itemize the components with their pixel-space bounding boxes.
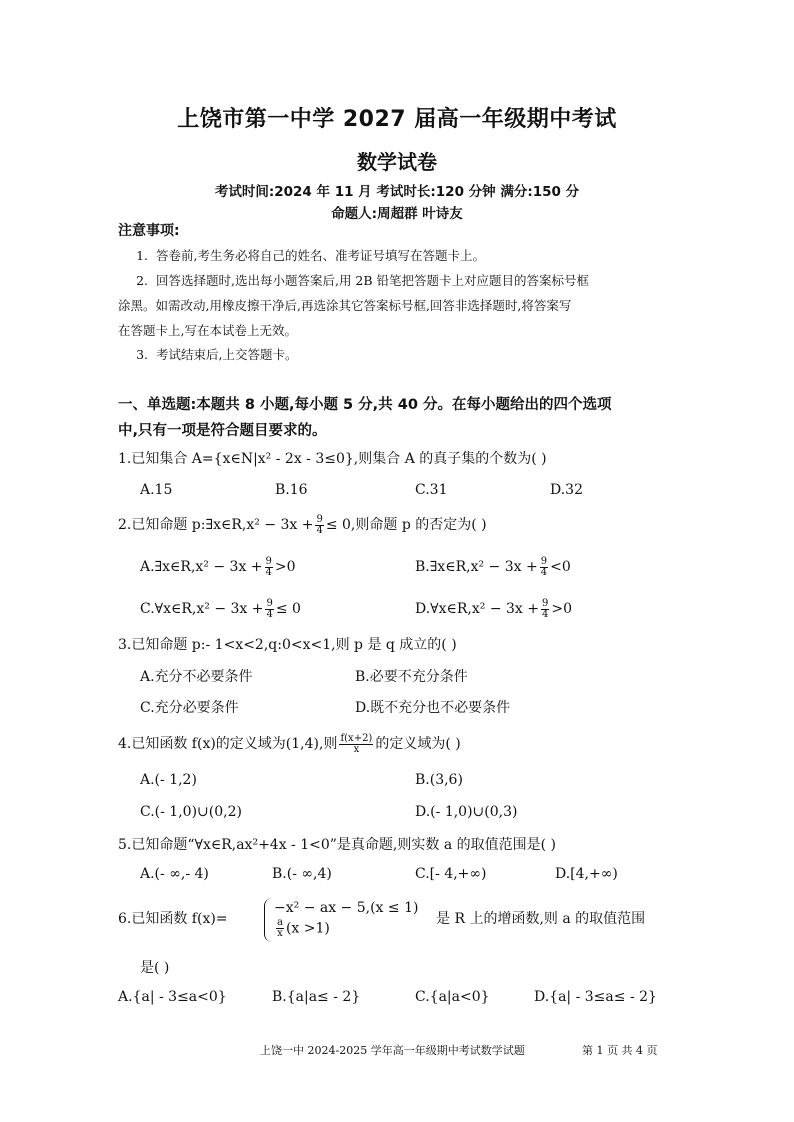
fraction [339, 734, 373, 755]
piecewise-case-1: −x² − ax − 5,(x ≤ 1) [274, 900, 419, 916]
option-text: >0 [551, 601, 573, 617]
question-1-stem: 1.已知集合 A={x∈N|x² - 2x - 3≤0},则集合 A 的真子集的个数为( ) [118, 451, 547, 467]
fraction [265, 599, 273, 620]
option-text: ≤ 0 [275, 601, 301, 617]
fraction-numerator: 9 [266, 597, 273, 609]
q6-option-a: A.{a| - 3≤a<0} [118, 989, 227, 1005]
notice-text: 在答题卡上,写在本试卷上无效。 [118, 323, 297, 338]
q6-option-d: D.{a| - 3≤a≤ - 2} [534, 989, 657, 1005]
section-heading-line: 一、单选题:本题共 8 小题,每小题 5 分,共 40 分。在每小题给出的四个选项 [118, 397, 612, 413]
question-6-stem-tail: 是 R 上的增函数,则 a 的取值范围 [436, 911, 646, 927]
exam-subtitle: 数学试卷 [357, 150, 437, 174]
option-text: A.∃x∈R,x² − 3x + [140, 559, 263, 575]
fraction-denominator: x [353, 743, 360, 755]
fraction-numerator: a [277, 917, 283, 928]
fraction [276, 918, 284, 939]
brace-symbol [264, 898, 273, 942]
notice-number: 1. [136, 248, 148, 263]
notice-text: 回答选择题时,选出每小题答案后,用 2B 铅笔把答题卡上对应题目的答案标号框 [156, 273, 590, 288]
question-3-stem: 3.已知命题 p:- 1<x<2,q:0<x<1,则 p 是 q 成立的( ) [118, 637, 457, 653]
fraction [540, 557, 548, 578]
page-number: 第 1 页 共 4 页 [582, 1044, 658, 1057]
q3-option-b: B.必要不充分条件 [355, 669, 468, 685]
q6-option-b: B.{a|a≤ - 2} [272, 989, 361, 1005]
fraction-numerator: f(x+2) [340, 732, 373, 744]
q2-option-c [140, 597, 301, 621]
notice-item-1 [118, 243, 678, 268]
section-heading [118, 392, 678, 444]
exam-info-authors: 命题人:周超群 叶诗友 [331, 206, 463, 222]
fraction [265, 557, 273, 578]
q1-option-c: C.31 [415, 482, 448, 498]
question-5-stem: 5.已知命题“∀x∈R,ax²+4x - 1<0”是真命题,则实数 a 的取值范围是( ) [118, 837, 557, 853]
fraction-denominator: 4 [542, 608, 549, 620]
question-2-stem [118, 512, 487, 538]
notice-heading: 注意事项: [118, 223, 180, 239]
q4-option-d: D.(- 1,0)∪(0,3) [415, 804, 518, 820]
section-heading-line: 中,只有一项是符合题目要求的。 [118, 423, 327, 439]
fraction-denominator: 4 [316, 524, 323, 536]
option-text: B.∃x∈R,x² − 3x + [415, 559, 538, 575]
q5-option-a: A.(- ∞,- 4) [140, 866, 209, 882]
q4-option-a: A.(- 1,2) [140, 772, 197, 788]
fraction [541, 599, 549, 620]
option-text: >0 [274, 559, 296, 575]
notice-number: 3. [136, 347, 148, 362]
q4-option-b: B.(3,6) [415, 772, 463, 788]
q1-option-a: A.15 [140, 482, 173, 498]
q3-option-d: D.既不充分也不必要条件 [355, 700, 511, 716]
footer-title: 上饶一中 2024-2025 学年高一年级期中考试数学试题 [260, 1044, 525, 1057]
q2-option-b [415, 555, 571, 579]
exam-info-time: 考试时间:2024 年 11 月 考试时长:120 分钟 满分:150 分 [214, 184, 580, 200]
fraction-numerator: 9 [540, 555, 548, 567]
fraction-denominator: 4 [540, 566, 548, 578]
fraction-numerator: 9 [265, 555, 272, 567]
q5-option-d: D.[4,+∞) [555, 866, 618, 882]
q2-option-d [415, 597, 572, 621]
case-condition: (x >1) [285, 920, 330, 937]
q4-option-c: C.(- 1,0)∪(0,2) [140, 804, 242, 820]
notice-number: 2. [136, 273, 148, 288]
q6-option-c: C.{a|a<0} [415, 989, 490, 1005]
stem-text: 2.已知命题 p:∃x∈R,x² − 3x + [118, 517, 314, 533]
notice-item-2 [118, 268, 678, 343]
notice-text: 考试结束后,上交答题卡。 [156, 347, 298, 362]
fraction-denominator: 4 [266, 608, 273, 620]
exam-title: 上饶市第一中学 2027 届高一年级期中考试 [177, 107, 617, 132]
fraction [315, 515, 323, 536]
q3-option-a: A.充分不必要条件 [140, 669, 253, 685]
question-6-stem: 6.已知函数 f(x)= [118, 911, 228, 927]
piecewise-case-2 [274, 918, 330, 939]
fraction-numerator: 9 [542, 597, 549, 609]
q3-option-c: C.充分必要条件 [140, 700, 239, 716]
option-text: D.∀x∈R,x² − 3x + [415, 601, 539, 617]
option-text: C.∀x∈R,x² − 3x + [140, 601, 264, 617]
q1-option-b: B.16 [275, 482, 308, 498]
fraction-denominator: 4 [265, 566, 272, 578]
notice-item-3 [118, 342, 678, 367]
q2-option-a [140, 555, 296, 579]
stem-text: 的定义域为( ) [375, 736, 461, 752]
question-6-stem-end: 是( ) [140, 960, 170, 976]
notice-text: 答卷前,考生务必将自己的姓名、准考证号填写在答题卡上。 [156, 248, 485, 263]
fraction-denominator: x [277, 928, 283, 939]
fraction-numerator: 9 [316, 513, 323, 525]
option-text: <0 [550, 559, 571, 575]
question-4-stem [118, 731, 461, 757]
notice-text: 涂黑。如需改动,用橡皮擦干净后,再选涂其它答案标号框,回答非选择题时,将答案写 [118, 298, 572, 313]
piecewise-function [264, 898, 434, 948]
q1-option-d: D.32 [550, 482, 583, 498]
stem-text: 4.已知函数 f(x)的定义域为(1,4),则 [118, 736, 338, 752]
q5-option-c: C.[- 4,+∞) [415, 866, 487, 882]
stem-text: ≤ 0,则命题 p 的否定为( ) [325, 517, 487, 533]
q5-option-b: B.(- ∞,4) [272, 866, 332, 882]
